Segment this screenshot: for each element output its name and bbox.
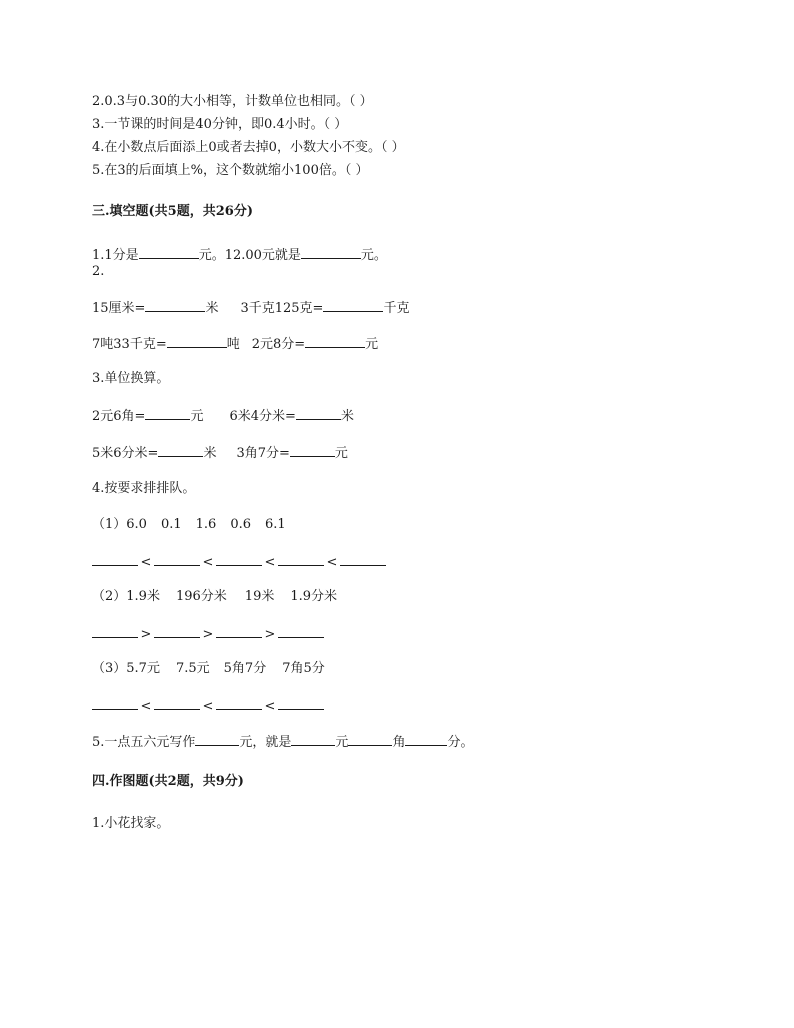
answer-blank[interactable] [405, 732, 447, 746]
answer-blank[interactable] [154, 696, 200, 710]
answer-blank[interactable] [92, 552, 138, 566]
answer-blank[interactable] [216, 552, 262, 566]
answer-blank[interactable] [92, 624, 138, 638]
answer-blank[interactable] [301, 245, 361, 259]
answer-blank[interactable] [296, 406, 341, 420]
section-4-title: 四.作图题(共2题，共9分) [92, 774, 244, 789]
answer-blank[interactable] [348, 732, 392, 746]
answer-blank[interactable] [195, 732, 239, 746]
fill-question-5: 5.一点五六元写作 元，就是 元 角 分。 [92, 732, 473, 752]
answer-blank[interactable] [323, 298, 383, 312]
section-3-title: 三.填空题(共5题，共26分) [92, 204, 253, 219]
judge-question-5: 5.在3的后面填上%，这个数就缩小100倍。（ ） [92, 163, 369, 178]
fill-question-1: 1.1分是 元。12.00元就是 元。 [92, 245, 387, 265]
answer-blank[interactable] [278, 552, 324, 566]
judge-question-2: 2.0.3与0.30的大小相等，计数单位也相同。（ ） [92, 94, 373, 109]
answer-blank[interactable] [291, 732, 335, 746]
answer-blank[interactable] [154, 624, 200, 638]
fill-question-2-number: 2. [92, 264, 105, 279]
answer-blank[interactable] [167, 334, 227, 348]
answer-blank[interactable] [158, 443, 203, 457]
answer-blank[interactable] [92, 696, 138, 710]
order-group-1-answer: < < < < [92, 552, 386, 572]
answer-blank[interactable] [139, 245, 199, 259]
drawing-question-1: 1.小花找家。 [92, 816, 170, 831]
answer-blank[interactable] [305, 334, 365, 348]
fill-question-4-title: 4.按要求排排队。 [92, 481, 196, 496]
fill-question-2-row-1: 15厘米= 米 3千克125克= 千克 [92, 298, 409, 318]
fill-question-3-row-1: 2元6角= 元 6米4分米= 米 [92, 406, 354, 426]
answer-blank[interactable] [216, 696, 262, 710]
order-group-2-answer: > > > [92, 624, 324, 644]
fill-question-3-title: 3.单位换算。 [92, 371, 170, 386]
worksheet-page [92, 0, 712, 1028]
order-group-3-answer: < < < [92, 696, 324, 716]
fill-question-3-row-2: 5米6分米= 米 3角7分= 元 [92, 443, 348, 463]
answer-blank[interactable] [278, 696, 324, 710]
answer-blank[interactable] [145, 406, 190, 420]
answer-blank[interactable] [154, 552, 200, 566]
answer-blank[interactable] [216, 624, 262, 638]
answer-blank[interactable] [290, 443, 335, 457]
order-group-1-items: （1）6.0 0.1 1.6 0.6 6.1 [92, 517, 286, 532]
answer-blank[interactable] [145, 298, 205, 312]
fill-question-2-row-2: 7吨33千克= 吨 2元8分= 元 [92, 334, 378, 354]
judge-question-4: 4.在小数点后面添上0或者去掉0，小数大小不变。（ ） [92, 140, 405, 155]
judge-question-3: 3.一节课的时间是40分钟，即0.4小时。（ ） [92, 117, 348, 132]
order-group-3-items: （3）5.7元 7.5元 5角7分 7角5分 [92, 661, 325, 676]
answer-blank[interactable] [278, 624, 324, 638]
order-group-2-items: （2）1.9米 196分米 19米 1.9分米 [92, 589, 338, 604]
answer-blank[interactable] [340, 552, 386, 566]
